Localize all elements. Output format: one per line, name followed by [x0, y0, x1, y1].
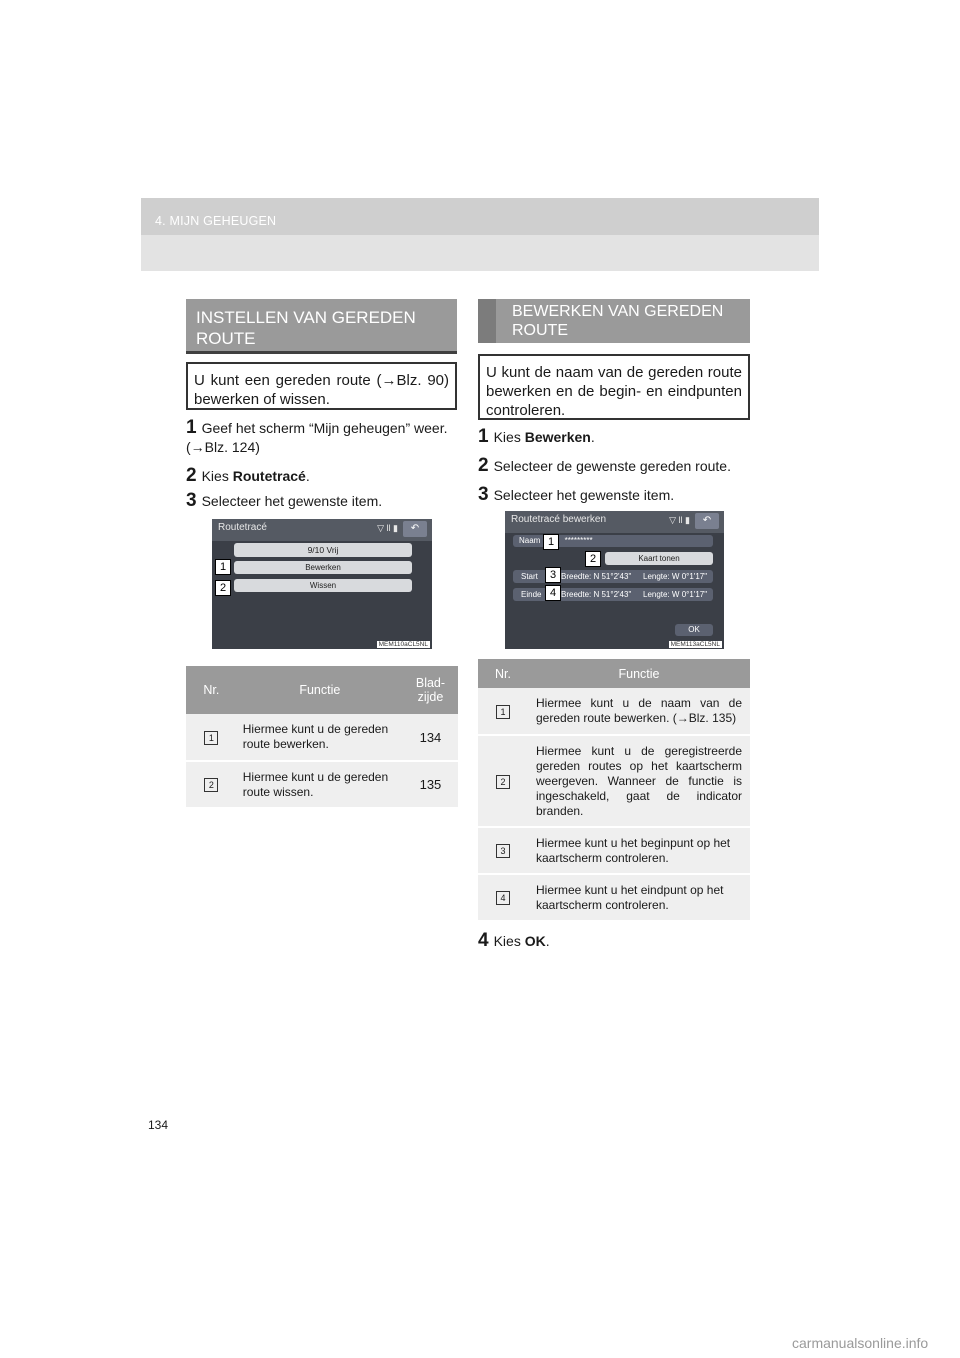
right-intro-text: U kunt de naam van de gereden route bewerken en de begin- en eindpunten controleren.	[486, 364, 742, 419]
row-function: Hiermee kunt u de geregistreerde gereden routes op het kaartscherm weergeven. Wanneer de functie is ingeschakeld, gaat de indicator branden.	[528, 735, 750, 827]
date-button-label: 9/10 Vrij	[307, 545, 339, 555]
left-intro-box	[186, 362, 457, 410]
end-latitude: Breedte: N 51°2'43"	[561, 590, 632, 599]
col-nr: Nr.	[478, 659, 528, 688]
edit-button-label: Bewerken	[305, 563, 341, 572]
image-code: MEM110aCL5NL	[378, 641, 428, 648]
step-text: Kies	[493, 429, 525, 445]
step-text: Selecteer het gewenste item.	[201, 493, 383, 509]
routetrace-edit-screen	[505, 511, 724, 649]
screen-title: Routetracé	[218, 522, 267, 533]
table-row	[186, 761, 458, 808]
step-text: Selecteer de gewenste gereden route.	[493, 458, 731, 474]
delete-button-label: Wissen	[309, 581, 337, 590]
table-header-row	[186, 666, 458, 714]
right-step-3	[478, 485, 750, 505]
end-longitude: Lengte: W 0°1'17"	[643, 590, 708, 599]
step-text: Geef het scherm “Mijn geheugen” weer. (→Blz. 124)	[186, 420, 448, 455]
status-icons: ▽ ll ▮	[377, 523, 398, 533]
image-code: MEM113aCL5NL	[670, 641, 720, 648]
start-latitude: Breedte: N 51°2'43"	[561, 572, 632, 581]
col-page: Blad-zijde	[403, 666, 458, 714]
name-label: Naam	[519, 536, 541, 545]
step-number: 1	[186, 417, 197, 438]
start-button[interactable]	[513, 570, 713, 583]
edit-button[interactable]	[234, 561, 412, 574]
step-number: 1	[478, 426, 489, 447]
callout-4: 4	[545, 585, 561, 601]
row-number-box: 1	[204, 731, 218, 745]
ok-button-label: OK	[688, 625, 700, 634]
callout-2: 2	[215, 580, 231, 596]
right-step-1	[478, 427, 750, 447]
delete-button[interactable]	[234, 579, 412, 592]
left-step-2	[186, 466, 457, 486]
end-button[interactable]	[513, 588, 713, 601]
left-section-title	[186, 299, 457, 354]
left-step-1	[186, 418, 457, 457]
col-nr: Nr.	[186, 666, 237, 714]
step-text: Selecteer het gewenste item.	[493, 487, 675, 503]
right-section-title	[478, 299, 750, 343]
start-longitude: Lengte: W 0°1'17"	[643, 572, 708, 581]
right-intro-box	[478, 354, 750, 420]
row-function: Hiermee kunt u het eindpunt op het kaartscherm controleren.	[528, 874, 750, 921]
row-number-box: 3	[496, 844, 510, 858]
back-button[interactable]: ↶	[695, 513, 719, 529]
ok-button[interactable]	[675, 624, 713, 636]
name-value: *********	[564, 536, 593, 545]
left-function-table	[186, 666, 458, 809]
step-keyword: Routetracé	[232, 468, 306, 484]
callout-2: 2	[585, 551, 601, 567]
title-accent-bar	[478, 299, 496, 343]
table-row	[478, 874, 750, 921]
table-row	[478, 827, 750, 874]
end-label: Einde	[521, 590, 542, 599]
left-step-3	[186, 491, 457, 511]
row-function: Hiermee kunt u de gereden route bewerken.	[237, 714, 403, 761]
chapter-title: 4. MIJN GEHEUGEN	[155, 214, 277, 228]
callout-1: 1	[543, 534, 559, 550]
table-row	[478, 735, 750, 827]
right-section-title-text: BEWERKEN VAN GEREDEN ROUTE	[512, 303, 724, 339]
table-header-row	[478, 659, 750, 688]
step-text-end: .	[305, 468, 310, 484]
start-label: Start	[521, 572, 538, 581]
page-number: 134	[148, 1118, 169, 1132]
col-function: Functie	[237, 666, 403, 714]
row-page: 134	[403, 714, 458, 761]
right-step-4	[478, 931, 750, 951]
step-number: 3	[186, 490, 197, 511]
row-number-box: 4	[496, 891, 510, 905]
step-number: 2	[478, 455, 489, 476]
show-map-label: Kaart tonen	[638, 554, 680, 563]
right-function-table	[478, 659, 750, 922]
back-button[interactable]: ↶	[403, 521, 427, 537]
callout-1: 1	[215, 559, 231, 575]
watermark: carmanualsonline.info	[792, 1335, 929, 1351]
row-function: Hiermee kunt u de naam van de gereden route bewerken. (→Blz. 135)	[528, 688, 750, 735]
row-number-box: 2	[204, 778, 218, 792]
step-number: 3	[478, 484, 489, 505]
col-function: Functie	[528, 659, 750, 688]
table-row	[478, 688, 750, 735]
row-number-box: 2	[496, 775, 510, 789]
step-keyword: Bewerken	[524, 429, 591, 445]
step-text-end: .	[545, 933, 550, 949]
table-row	[186, 714, 458, 761]
row-function: Hiermee kunt u het beginpunt op het kaartscherm controleren.	[528, 827, 750, 874]
step-number: 2	[186, 465, 197, 486]
left-section-title-text: INSTELLEN VAN GEREDEN ROUTE	[196, 308, 416, 348]
step-number: 4	[478, 930, 489, 951]
step-keyword: OK	[524, 933, 546, 949]
callout-3: 3	[545, 567, 561, 583]
routetrace-screen	[212, 519, 432, 649]
row-number-box: 1	[496, 705, 510, 719]
right-step-2	[478, 456, 750, 476]
step-text-end: .	[590, 429, 595, 445]
row-page: 135	[403, 761, 458, 808]
chapter-header	[141, 198, 819, 271]
left-intro-text: U kunt een gereden route (→Blz. 90) bewerken of wissen.	[194, 372, 449, 408]
status-icons: ▽ ll ▮	[669, 515, 690, 525]
step-text: Kies	[493, 933, 525, 949]
step-text: Kies	[201, 468, 233, 484]
row-function: Hiermee kunt u de gereden route wissen.	[237, 761, 403, 808]
screen-title: Routetracé bewerken	[511, 514, 607, 525]
date-button[interactable]	[234, 543, 412, 557]
show-map-button[interactable]	[605, 552, 713, 565]
